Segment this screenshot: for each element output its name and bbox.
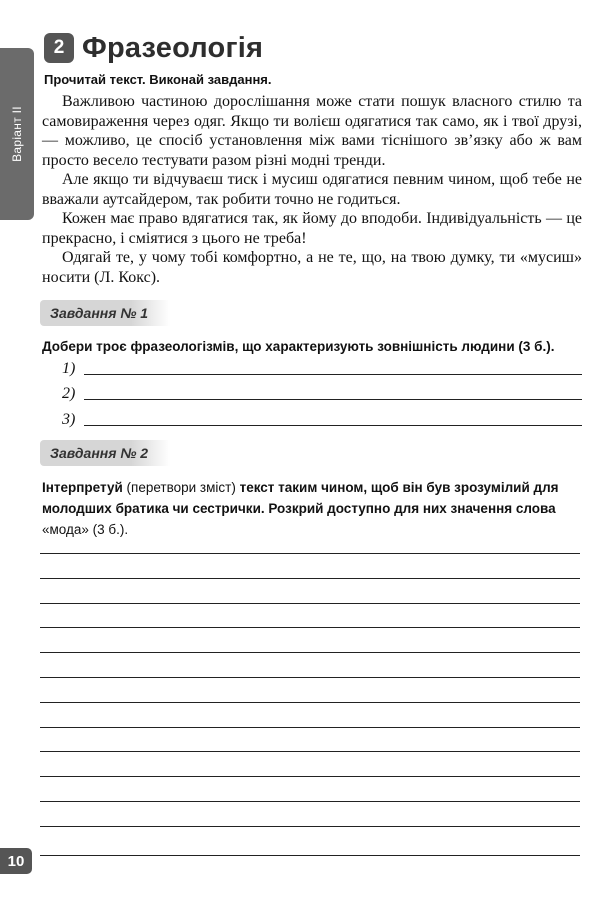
writing-line[interactable] xyxy=(40,652,580,653)
instruction: Прочитай текст. Виконай завдання. xyxy=(44,72,272,87)
paragraph: Важливою частиною дорослішання може стати пошук власного стилю та самовираження через одяг. Якщо ти волієш одягатися так само, як і твої друзі, — можливо, це спосіб установлення між вами тіснішого зв’язку або ж вам просто весело тестувати разом різні модні тренди. xyxy=(42,93,582,169)
paragraph: Одягай те, у чому тобі комфортно, а не те, що, на твою думку, ти «мусиш» носити (Л. Кокс). xyxy=(42,249,582,286)
writing-line[interactable] xyxy=(40,553,580,554)
writing-line[interactable] xyxy=(40,578,580,579)
writing-line[interactable] xyxy=(40,627,580,628)
task2-question: Інтерпретуй (перетвори зміст) текст таким чином, щоб він був зрозумілий для молодших братика чи сестрички. Розкрий доступно для них значення слова «мода» (3 б.). xyxy=(42,480,559,537)
answer-number: 2) xyxy=(62,385,76,402)
writing-line[interactable] xyxy=(40,776,580,777)
answer-row-2[interactable] xyxy=(62,383,582,403)
section-header xyxy=(44,30,263,66)
task1-label: Завдання № 1 xyxy=(40,300,170,326)
task2-label: Завдання № 2 xyxy=(40,440,170,466)
answer-row-3[interactable] xyxy=(62,409,582,429)
answer-line[interactable] xyxy=(84,373,582,375)
paragraph: Кожен має право вдягатися так, як йому до вподоби. Індивідуальність — це прекрасно, і сміятися з цього не треба! xyxy=(42,210,582,247)
section-title: Фразеологія xyxy=(82,31,264,64)
answer-line[interactable] xyxy=(84,398,582,400)
answer-number: 3) xyxy=(62,411,76,428)
writing-line[interactable] xyxy=(40,727,580,728)
writing-line[interactable] xyxy=(40,801,580,802)
writing-line[interactable] xyxy=(40,826,580,827)
writing-line[interactable] xyxy=(40,603,580,604)
writing-line[interactable] xyxy=(40,702,580,703)
writing-line[interactable] xyxy=(40,677,580,678)
task1-question: Добери троє фразеологізмів, що характеризують зовнішність людини (3 б.). xyxy=(42,339,555,354)
reading-text xyxy=(42,92,582,287)
writing-line[interactable] xyxy=(40,751,580,752)
answer-line[interactable] xyxy=(84,424,582,426)
answer-row-1[interactable] xyxy=(62,358,582,378)
variant-side-tab xyxy=(0,48,34,220)
variant-label: Варіант II xyxy=(10,106,24,162)
answer-number: 1) xyxy=(62,360,76,377)
writing-line[interactable] xyxy=(40,855,580,856)
section-number-badge: 2 xyxy=(44,33,74,63)
paragraph: Але якщо ти відчуваєш тиск і мусиш одягатися певним чином, щоб тебе не вважали аутсайдером, так робити точно не годиться. xyxy=(42,171,582,208)
page-number: 10 xyxy=(0,848,32,874)
